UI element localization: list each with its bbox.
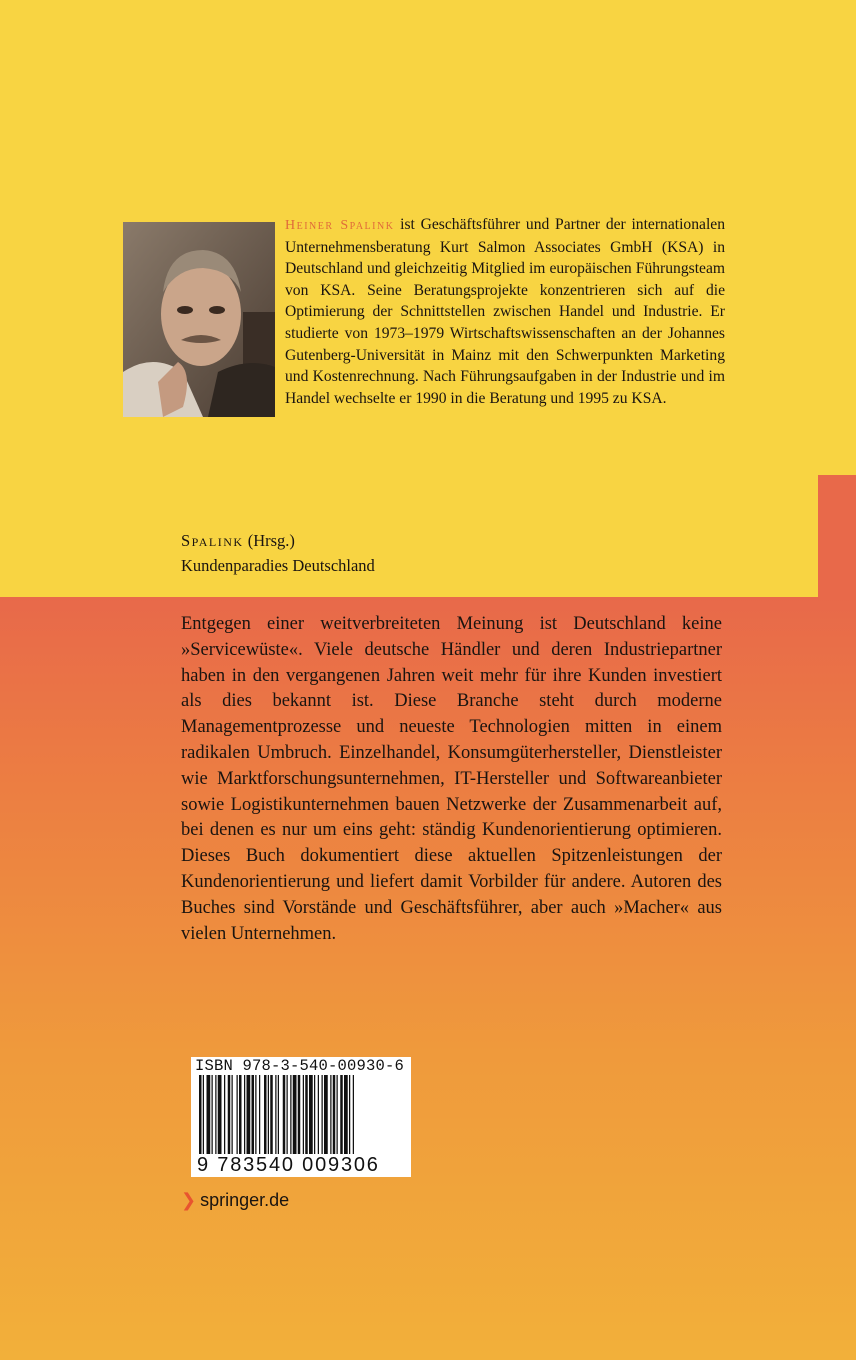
book-author-line <box>181 528 581 553</box>
publisher-site: springer.de <box>200 1190 290 1210</box>
book-title: Kundenparadies Deutschland <box>181 556 375 575</box>
author-bio <box>285 214 725 409</box>
book-blurb: Entgegen einer weitverbreiteten Meinung ist Deutschland keine »Servicewüste«. Viele deutsche Händler und deren Industriepartner haben in den vergangenen Jahren weit mehr für ihre Kunden investiert als dies bekannt ist. Diese Branche steht durch moderne Managementprozesse und neueste Technologien mitten in einem radikalen Umbruch. Einzelhandel, Konsumgüterhersteller, Dienstleister wie Marktforschungsunternehmen, IT-Hersteller und Softwareanbieter sowie Logistikunternehmen bauen Netzwerke der Zusammenarbeit auf, bei denen es nur um eins geht: ständig Kundenorientierung optimieren. Dieses Buch dokumentiert diese aktuellen Spitzenleistungen der Kundenorientierung und liefert damit Vorbilder für andere. Autoren des Buches sind Vorstände und Geschäftsführer, aber auch »Macher« aus vielen Unternehmen. <box>181 614 722 944</box>
bio-author-name: Heiner Spalink <box>285 218 395 233</box>
book-author: Spalink <box>181 531 244 550</box>
spine-color-tab <box>818 475 856 597</box>
barcode-box <box>191 1057 411 1177</box>
author-photo <box>123 222 275 417</box>
isbn-label: ISBN 978-3-540-00930-6 <box>195 1057 405 1075</box>
barcode-bars <box>197 1075 405 1157</box>
chevron-right-icon: ❯ <box>181 1190 197 1210</box>
publisher-link[interactable] <box>181 1190 289 1211</box>
book-title-block <box>181 528 581 578</box>
bio-text: ist Geschäftsführer und Partner der internationalen Unternehmensberatung Kurt Salmon Associates GmbH (KSA) in Deutschland und gleichzeitig Mitglied im europäischen Führungsteam von KSA. Seine Beratungsprojekte konzentrieren sich auf die Optimierung der Schnittstellen zwischen Handel und Industrie. Er studierte von 1973–1979 Wirtschaftswissenschaften an der Johannes Gutenberg-Universität in Mainz mit den Schwerpunkten Marketing und Kostenrechnung. Nach Führungsaufgaben in der Industrie und im Handel wechselte er 1990 in die Beratung und 1995 zu KSA. <box>285 216 725 407</box>
book-editor-note: (Hrsg.) <box>243 531 295 550</box>
ean-digits: 9 783540 009306 <box>197 1154 380 1176</box>
